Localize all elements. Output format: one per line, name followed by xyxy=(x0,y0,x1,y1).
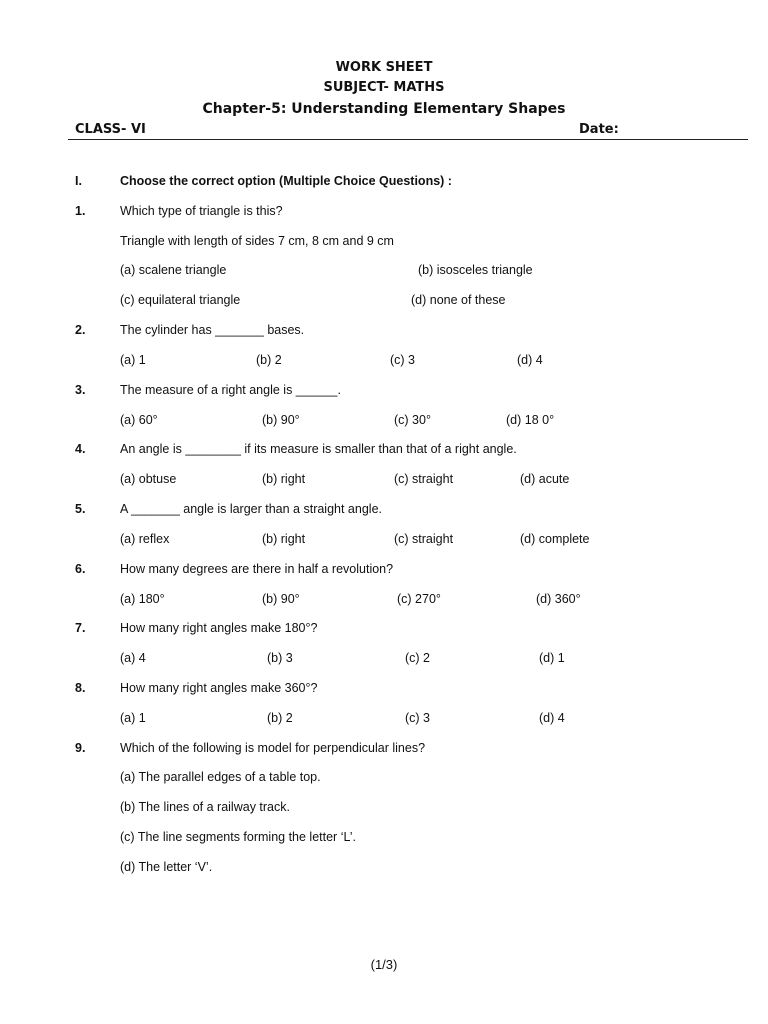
question-text: The measure of a right angle is ______. xyxy=(120,383,341,397)
option-d: (d) complete xyxy=(520,532,590,546)
option-c: (c) 3 xyxy=(405,711,430,725)
question-text: How many right angles make 180°? xyxy=(120,621,318,635)
option-c: (c) 30° xyxy=(394,413,431,427)
option-a: (a) reflex xyxy=(120,532,170,546)
question-text: The cylinder has _______ bases. xyxy=(120,323,305,337)
option-c: (c) equilateral triangle xyxy=(120,293,241,307)
option-d: (d) The letter ‘V’. xyxy=(120,860,213,874)
question-number: 6. xyxy=(75,562,86,576)
option-b: (b) 2 xyxy=(267,711,293,725)
option-b: (b) right xyxy=(262,532,306,546)
question-number: 9. xyxy=(75,741,86,755)
question-text: How many degrees are there in half a revolution? xyxy=(120,562,394,576)
chapter-title: Chapter-5: Understanding Elementary Shapes xyxy=(202,101,566,117)
option-a: (a) 4 xyxy=(120,651,146,665)
page-number: (1/3) xyxy=(370,957,398,972)
question-number: 8. xyxy=(75,681,86,695)
header-divider xyxy=(68,139,748,140)
option-b: (b) 90° xyxy=(262,592,300,606)
date-label: Date: xyxy=(579,122,619,137)
option-b: (b) right xyxy=(262,472,306,486)
option-a: (a) obtuse xyxy=(120,472,177,486)
option-d: (d) 4 xyxy=(539,711,565,725)
section-number: I. xyxy=(75,174,82,188)
question-text: Which type of triangle is this? xyxy=(120,204,283,218)
question-number: 4. xyxy=(75,442,86,456)
option-a: (a) 180° xyxy=(120,592,165,606)
question-text: An angle is ________ if its measure is smaller than that of a right angle. xyxy=(120,442,517,456)
option-a: (a) 60° xyxy=(120,413,158,427)
option-d: (d) none of these xyxy=(411,293,506,307)
option-a: (a) scalene triangle xyxy=(120,263,227,277)
option-a: (a) The parallel edges of a table top. xyxy=(120,770,321,784)
option-b: (b) isosceles triangle xyxy=(418,263,533,277)
option-a: (a) 1 xyxy=(120,711,146,725)
option-c: (c) The line segments forming the letter ‘L’. xyxy=(120,830,356,844)
option-c: (c) 2 xyxy=(405,651,430,665)
question-text: A _______ angle is larger than a straight angle. xyxy=(120,502,382,516)
option-d: (d) 18 0° xyxy=(506,413,555,427)
option-d: (d) 360° xyxy=(536,592,581,606)
option-b: (b) 2 xyxy=(256,353,282,367)
section-instruction: Choose the correct option (Multiple Choice Questions) : xyxy=(120,174,452,188)
question-number: 2. xyxy=(75,323,86,337)
option-c: (c) straight xyxy=(394,472,454,486)
worksheet-title: WORK SHEET xyxy=(335,60,433,75)
subject-title: SUBJECT- MATHS xyxy=(323,80,445,95)
option-c: (c) straight xyxy=(394,532,454,546)
option-d: (d) 4 xyxy=(517,353,543,367)
class-label: CLASS- VI xyxy=(75,122,146,137)
option-a: (a) 1 xyxy=(120,353,146,367)
question-text: How many right angles make 360°? xyxy=(120,681,318,695)
option-b: (b) The lines of a railway track. xyxy=(120,800,290,814)
question-number: 7. xyxy=(75,621,86,635)
question-number: 3. xyxy=(75,383,86,397)
question-text: Which of the following is model for perpendicular lines? xyxy=(120,741,426,755)
question-number: 5. xyxy=(75,502,86,516)
option-c: (c) 270° xyxy=(397,592,441,606)
option-d: (d) 1 xyxy=(539,651,565,665)
option-d: (d) acute xyxy=(520,472,570,486)
question-subtext: Triangle with length of sides 7 cm, 8 cm and 9 cm xyxy=(120,234,394,248)
option-c: (c) 3 xyxy=(390,353,415,367)
question-number: 1. xyxy=(75,204,86,218)
option-b: (b) 90° xyxy=(262,413,300,427)
option-b: (b) 3 xyxy=(267,651,293,665)
